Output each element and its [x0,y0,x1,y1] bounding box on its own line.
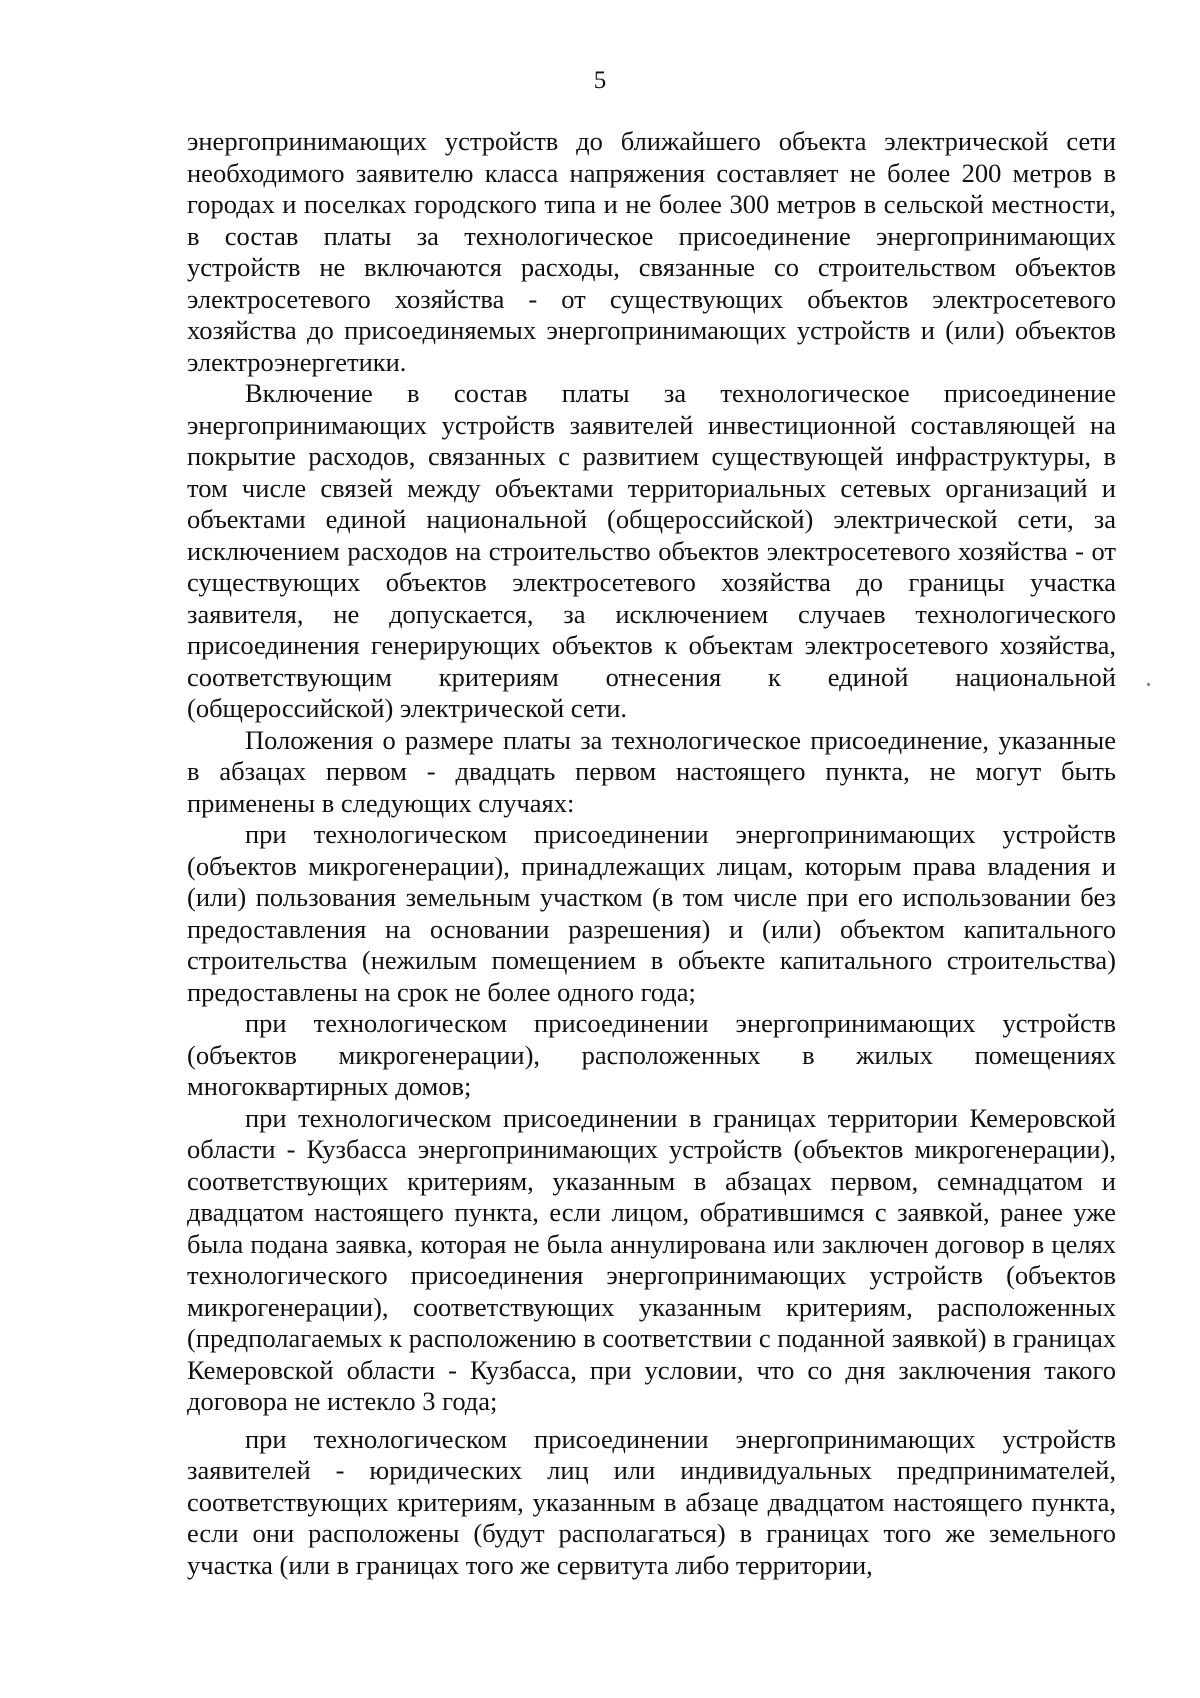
document-body [187,126,1116,1581]
paragraph-6: при технологическом присоединении в границах территории Кемеровской области - Кузбасса энергопринимающих устройств (объектов микрогенерации), соответствующих критериям, указанным в абзацах первом, семнадцатом и двадцатом настоящего пункта, если лицом, обратившимся с заявкой, ранее уже была подана заявка, которая не была аннулирована или заключен договор в целях технологического присоединения энергопринимающих устройств (объектов микрогенерации), соответствующих указанным критериям, расположенных (предполагаемых к расположению в соответствии с поданной заявкой) в границах Кемеровской области - Кузбасса, при условии, что со дня заключения такого договора не истекло 3 года; [187,1102,1116,1416]
paragraph-4: при технологическом присоединении энергопринимающих устройств (объектов микрогенерации), принадлежащих лицам, которым права владения и (или) пользования земельным участком (в том числе при его использовании без предоставления на основании разрешения) и (или) объектом капитального строительства (нежилым помещением в объекте капитального строительства) предоставлены на срок не более одного года; [187,819,1116,1007]
page-number: 5 [593,67,607,94]
scan-speck [1147,683,1150,686]
paragraph-1: энергопринимающих устройств до ближайшего объекта электрической сети необходимого заявителю класса напряжения составляет не более 200 метров в городах и поселках городского типа и не более 300 метров в сельской местности, в состав платы за технологическое присоединение энергопринимающих устройств не включаются расходы, связанные со строительством объектов электросетевого хозяйства - от существующих объектов электросетевого хозяйства до присоединяемых энергопринимающих устройств и (или) объектов электроэнергетики. [187,126,1116,377]
paragraph-5: при технологическом присоединении энергопринимающих устройств (объектов микрогенерации), расположенных в жилых помещениях многоквартирных домов; [187,1008,1116,1101]
paragraph-2: Включение в состав платы за технологическое присоединение энергопринимающих устройств заявителей инвестиционной составляющей на покрытие расходов, связанных с развитием существующей инфраструктуры, в том числе связей между объектами территориальных сетевых организаций и объектами единой национальной (общероссийской) электрической сети, за исключением расходов на строительство объектов электросетевого хозяйства - от существующих объектов электросетевого хозяйства до границы участка заявителя, не допускается, за исключением случаев технологического присоединения генерирующих объектов к объектам электросетевого хозяйства, соответствующим критериям отнесения к единой национальной (общероссийской) электрической сети. [187,378,1116,723]
paragraph-3: Положения о размере платы за технологическое присоединение, указанные в абзацах первом - двадцать первом настоящего пункта, не могут быть применены в следующих случаях: [187,724,1116,818]
paragraph-7: при технологическом присоединении энергопринимающих устройств заявителей - юридических лиц или индивидуальных предпринимателей, соответствующих критериям, указанным в абзаце двадцатом настоящего пункта, если они расположены (будут располагаться) в границах того же земельного участка (или в границах того же сервитута либо территории, [187,1423,1116,1580]
